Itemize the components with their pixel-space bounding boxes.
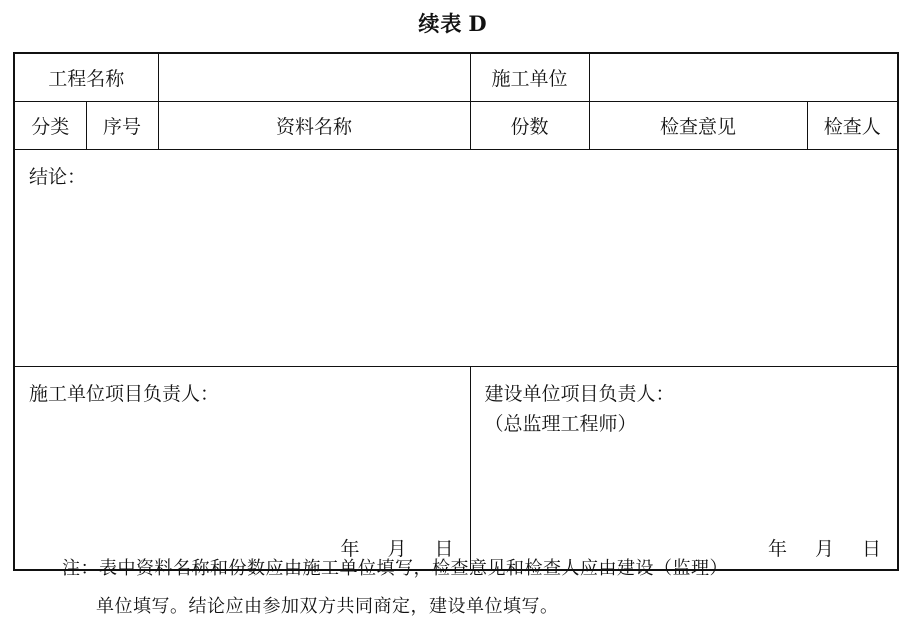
conclusion-field[interactable] bbox=[14, 150, 898, 367]
table-title-mark: D bbox=[468, 11, 488, 36]
owner-date-month: 月 bbox=[814, 538, 834, 560]
contractor-signature-field[interactable] bbox=[14, 367, 470, 571]
contractor-date-year: 年 bbox=[340, 538, 360, 560]
column-header-category: 分类 bbox=[14, 102, 86, 150]
contractor-date-day: 日 bbox=[434, 538, 454, 560]
construction-unit-field[interactable] bbox=[589, 53, 898, 102]
owner-signature-field[interactable] bbox=[470, 367, 898, 571]
construction-unit-label: 施工单位 bbox=[470, 53, 589, 102]
project-name-field[interactable] bbox=[158, 53, 470, 102]
table-title bbox=[0, 8, 906, 38]
column-header-material-name: 资料名称 bbox=[158, 102, 470, 150]
conclusion-label: 结论： bbox=[29, 166, 87, 188]
column-header-inspection-opinion: 检查意见 bbox=[589, 102, 807, 150]
owner-manager-label: 建设单位项目负责人： bbox=[484, 383, 675, 405]
project-name-label: 工程名称 bbox=[14, 53, 158, 102]
contractor-date-month: 月 bbox=[387, 538, 407, 560]
column-header-inspector: 检查人 bbox=[807, 102, 898, 150]
footnote bbox=[62, 550, 898, 626]
table-title-text: 续表 bbox=[418, 12, 463, 36]
chief-supervisor-label: （总监理工程师） bbox=[484, 413, 637, 435]
form-row-conclusion bbox=[14, 150, 898, 367]
contractor-manager-label: 施工单位项目负责人： bbox=[29, 383, 220, 405]
form-row-columns bbox=[14, 102, 898, 150]
column-header-copies: 份数 bbox=[470, 102, 589, 150]
footnote-line-2: 单位填写。结论应由参加双方共同商定，建设单位填写。 bbox=[96, 596, 559, 617]
form-row-project bbox=[14, 53, 898, 102]
column-header-serial-no: 序号 bbox=[86, 102, 158, 150]
owner-date-year: 年 bbox=[767, 538, 787, 560]
inspection-form-table bbox=[13, 52, 899, 571]
footnote-line-1: 注：表中资料名称和份数应由施工单位填写，检查意见和检查人应由建设（监理） bbox=[62, 558, 728, 579]
owner-date-day: 日 bbox=[862, 538, 882, 560]
form-row-signatures bbox=[14, 367, 898, 571]
